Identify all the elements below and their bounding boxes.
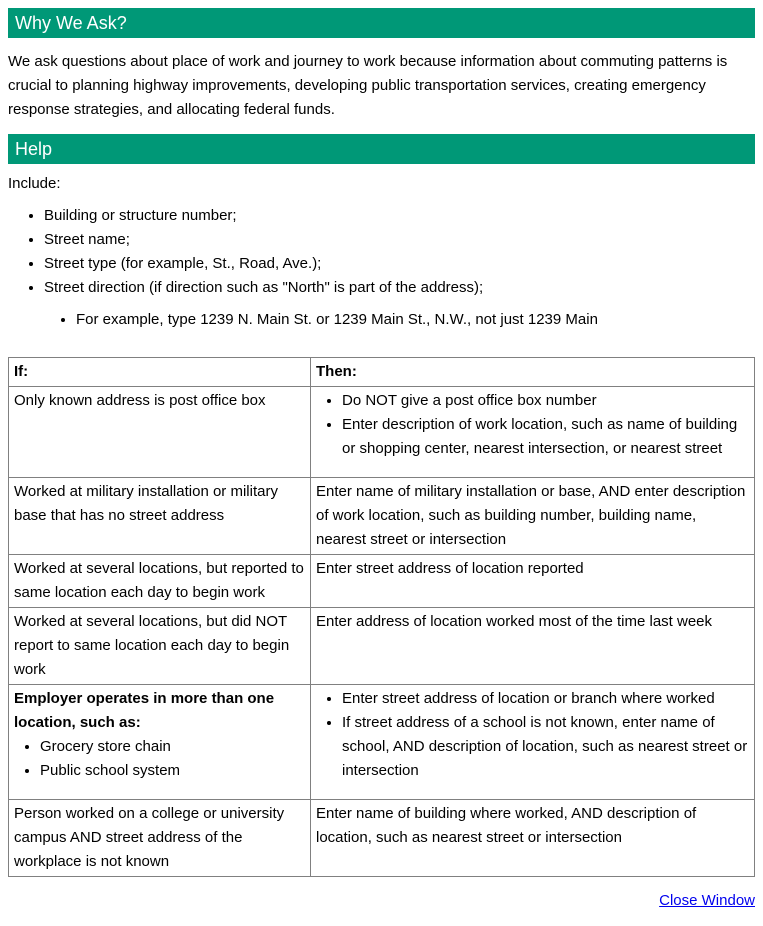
cell-text: Enter name of building where worked, AND description of location, such as nearest street or intersection xyxy=(316,805,697,846)
include-item: • Street type (for example, St., Road, Ave.); xyxy=(44,252,755,276)
table-cell-if xyxy=(9,387,311,478)
cell-text: Enter street address of location reported xyxy=(316,560,584,577)
include-sublist xyxy=(44,308,755,332)
include-list xyxy=(8,204,755,332)
cell-text: Worked at several locations, but reported to same location each day to begin work xyxy=(14,560,304,601)
table-row xyxy=(9,478,755,555)
cell-text: Person worked on a college or university campus AND street address of the workplace is not known xyxy=(14,805,285,870)
include-item: • Street name; xyxy=(44,228,755,252)
table-cell-if xyxy=(9,685,311,800)
cell-text: Only known address is post office box xyxy=(14,392,266,409)
cell-bullet-item: • Enter description of work location, such as name of building or shopping center, nearest intersection, or nearest street xyxy=(342,413,749,461)
table-header-then: Then: xyxy=(311,358,755,387)
table-row xyxy=(9,387,755,478)
why-we-ask-section xyxy=(8,8,755,122)
why-we-ask-header: Why We Ask? xyxy=(8,8,755,38)
cell-text: Employer operates in more than one location, such as: xyxy=(14,690,275,731)
help-section xyxy=(8,134,755,332)
cell-bullet-item: • Do NOT give a post office box number xyxy=(342,389,749,413)
table-header-if: If: xyxy=(9,358,311,387)
table-cell-then xyxy=(311,387,755,478)
cell-bullet-item: • Public school system xyxy=(40,759,305,783)
table-cell-then xyxy=(311,478,755,555)
table-cell-if xyxy=(9,800,311,877)
cell-text: Worked at military installation or military base that has no street address xyxy=(14,483,278,524)
cell-bullet-list xyxy=(316,389,749,461)
table-cell-then xyxy=(311,608,755,685)
cell-bullet-list xyxy=(316,687,749,783)
table-row xyxy=(9,800,755,877)
cell-bullet-item: • Grocery store chain xyxy=(40,735,305,759)
footer xyxy=(8,889,755,913)
help-header: Help xyxy=(8,134,755,164)
cell-bullet-item: • Enter street address of location or branch where worked xyxy=(342,687,749,711)
include-item: • Street direction (if direction such as "North" is part of the address); • For example, type 1239 N. Main St. or 1239 Main St., N.W., not just 1239 Main xyxy=(44,276,755,332)
cell-text: Enter name of military installation or base, AND enter description of work location, such as building number, building name, nearest street or intersection xyxy=(316,483,746,548)
cell-bullet-item: • If street address of a school is not known, enter name of school, AND description of location, such as nearest street or intersection xyxy=(342,711,749,783)
cell-text: Worked at several locations, but did NOT report to same location each day to begin work xyxy=(14,613,290,678)
table-cell-if xyxy=(9,608,311,685)
include-subitem: • For example, type 1239 N. Main St. or 1239 Main St., N.W., not just 1239 Main xyxy=(76,308,755,332)
table-cell-if xyxy=(9,478,311,555)
table-row xyxy=(9,608,755,685)
cell-text: Enter address of location worked most of the time last week xyxy=(316,613,713,630)
include-item: • Building or structure number; xyxy=(44,204,755,228)
close-window-link[interactable]: Close Window xyxy=(659,892,755,909)
table-cell-then xyxy=(311,800,755,877)
table-cell-if xyxy=(9,555,311,608)
table-header-row xyxy=(9,358,755,387)
table-cell-then xyxy=(311,685,755,800)
table-cell-then xyxy=(311,555,755,608)
table-row xyxy=(9,555,755,608)
why-we-ask-body: We ask questions about place of work and journey to work because information about commuting patterns is crucial to planning highway improvements, developing public transportation services, creating emergency response strategies, and allocating federal funds. xyxy=(8,53,728,118)
include-label: Include: xyxy=(8,175,61,192)
if-then-table xyxy=(8,357,755,877)
cell-bullet-list xyxy=(14,735,305,783)
table-row xyxy=(9,685,755,800)
